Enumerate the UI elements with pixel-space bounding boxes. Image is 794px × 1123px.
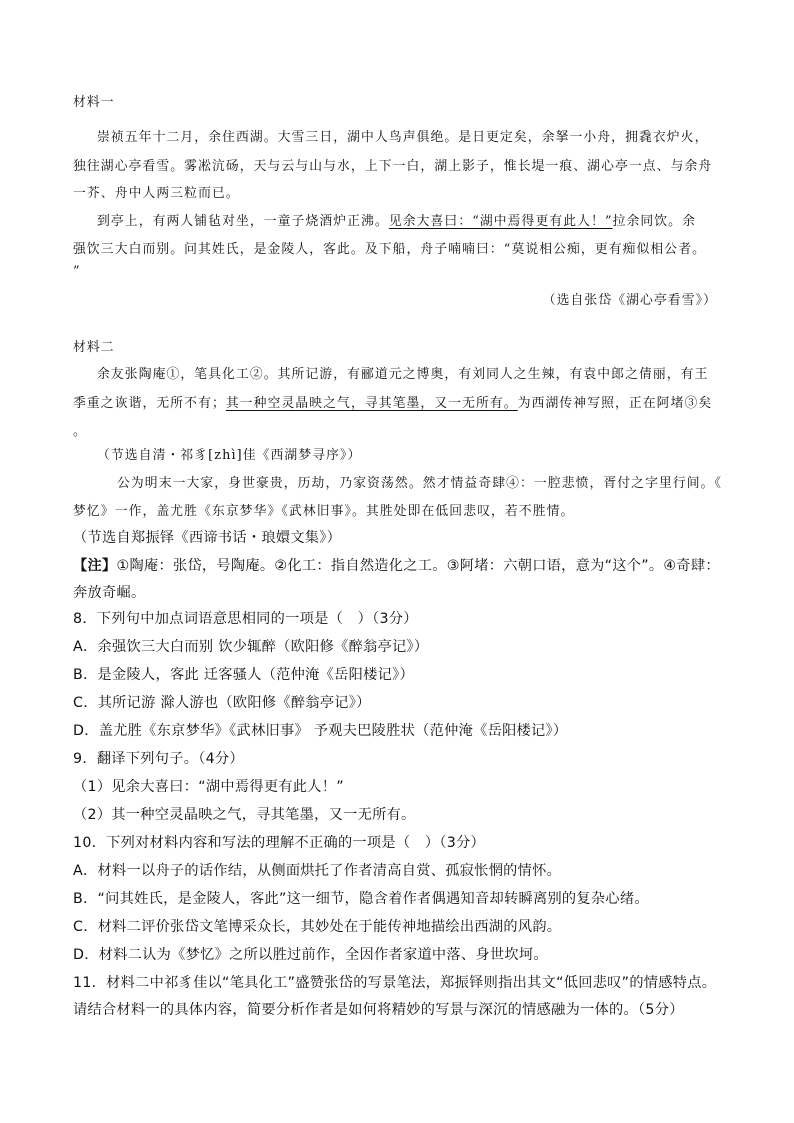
q11-line1: 11．材料二中祁豸佳以“笔具化工”盛赞张岱的写景笔法，郑振铎则指出其文“低回悲叹”的情感特点。 (73, 975, 717, 991)
material2-para1-line3: 。 (73, 424, 87, 439)
q9-sentence-2: （2）其一种空灵晶映之气，寻其笔墨，又一无所有。 (73, 807, 416, 823)
material2-source1: （节选自清・祁豸[zhì]佳《西湖梦寻序》） (97, 448, 362, 463)
q10-option-a: A．材料一以舟子的话作结，从侧面烘托了作者清高自赏、孤寂怅惘的情怀。 (73, 863, 562, 879)
q10-option-b: B．“问其姓氏，是金陵人，客此”这一细节，隐含着作者偶遇知音却转瞬离别的复杂心绪。 (73, 891, 649, 907)
q8-option-a: A．余强饮三大白而别 饮少辄醉（欧阳修《醉翁亭记》） (73, 639, 429, 655)
material1-source: （选自张岱《湖心亭看雪》） (542, 293, 717, 308)
note-line2: 奔放奇崛。 (73, 585, 146, 601)
material2-source2: （节选自郑振铎《西谛书话・琅嬛文集》） (73, 530, 342, 546)
q11-line2: 请结合材料一的具体内容，简要分析作者是如何将精妙的写景与深沉的情感融为一体的。（5分） (73, 1002, 684, 1018)
q9-stem: 9．翻译下列句子。（4分） (73, 751, 244, 767)
material1-para2-line3: ” (73, 264, 81, 279)
material1-heading: 材料一 (73, 95, 115, 110)
q8-option-b: B．是金陵人，客此 迁客骚人（范仲淹《岳阳楼记》） (73, 667, 414, 683)
material2-para1-line2 (73, 394, 712, 414)
material1-para1-line1: 崇祯五年十二月，余住西湖。大雪三日，湖中人鸟声俱绝。是日更定矣，余拏一小舟，拥毳衣炉火， (97, 130, 709, 145)
material2-para2-line1: 公为明末一大家，身世豪贵，历劫，乃家资荡然。然才情益奇肆④：一腔悲愤，胥付之字里行间。《 (117, 476, 723, 491)
material1-para2-line1 (97, 212, 696, 232)
material2-heading: 材料二 (73, 340, 115, 355)
material1-para1-line2: 独往湖心亭看雪。雾凇沆砀，天与云与山与水，上下一白，湖上影子，惟长堤一痕、湖心亭一点、与余舟 (73, 159, 713, 174)
material1-para2-line2: 强饮三大白而别。问其姓氏，是金陵人，客此。及下船，舟子喃喃曰：“莫说相公痴，更有痴似相公者。 (73, 242, 707, 257)
material1-para2-text-a: 到亭上，有两人铺毡对坐，一童子烧酒炉正沸。 (97, 214, 389, 229)
q9-sentence-1: （1）见余大喜曰：“湖中焉得更有此人！” (73, 779, 344, 795)
note-label: 【注】 (73, 558, 117, 574)
q10-option-c: C．材料二评价张岱文笔博采众长，其妙处在于能传神地描绘出西湖的风韵。 (73, 919, 562, 935)
material1-para1-line3: 一芥、舟中人两三粒而已。 (73, 186, 240, 201)
note-line1 (73, 556, 720, 576)
material2-underlined-sentence: 其一种空灵晶映之气，寻其笔墨，又一无所有。 (225, 396, 518, 411)
q8-option-d: D．盖尤胜《东京梦华》《武林旧事》 予观夫巴陵胜状（范仲淹《岳阳楼记》） (73, 723, 568, 739)
q10-stem: 10．下列对材料内容和写法的理解不正确的一项是（ ）（3分） (73, 835, 486, 851)
material1-underlined-sentence: 见余大喜曰：“湖中焉得更有此人！” (388, 214, 613, 229)
material2-para2-line2: 梦忆》一作，盖尤胜《东京梦华》《武林旧事》。其胜处即在低回悲叹，若不胜情。 (73, 504, 575, 519)
material2-para1-text-a: 季重之诙谐，无所不有； (73, 396, 226, 411)
q10-option-d: D．材料二认为《梦忆》之所以胜过前作，全因作者家道中落、身世坎坷。 (73, 947, 548, 963)
note-text: ①陶庵：张岱，号陶庵。②化工：指自然造化之工。③阿堵：六朝口语，意为“这个”。④奇肆： (116, 558, 720, 574)
material1-para2-text-b: 拉余同饮。余 (612, 214, 696, 229)
material2-para1-line1: 余友张陶庵①，笔具化工②。其所记游，有郦道元之博奥，有刘同人之生辣，有袁中郎之倩丽，有王 (97, 367, 709, 382)
q8-option-c: C．其所记游 滁人游也（欧阳修《醉翁亭记》） (73, 695, 371, 711)
q8-stem: 8．下列句中加点词语意思相同的一项是（ ）（3分） (73, 611, 418, 627)
material2-para1-text-b: 为西湖传神写照，正在阿堵③矣 (517, 396, 713, 411)
